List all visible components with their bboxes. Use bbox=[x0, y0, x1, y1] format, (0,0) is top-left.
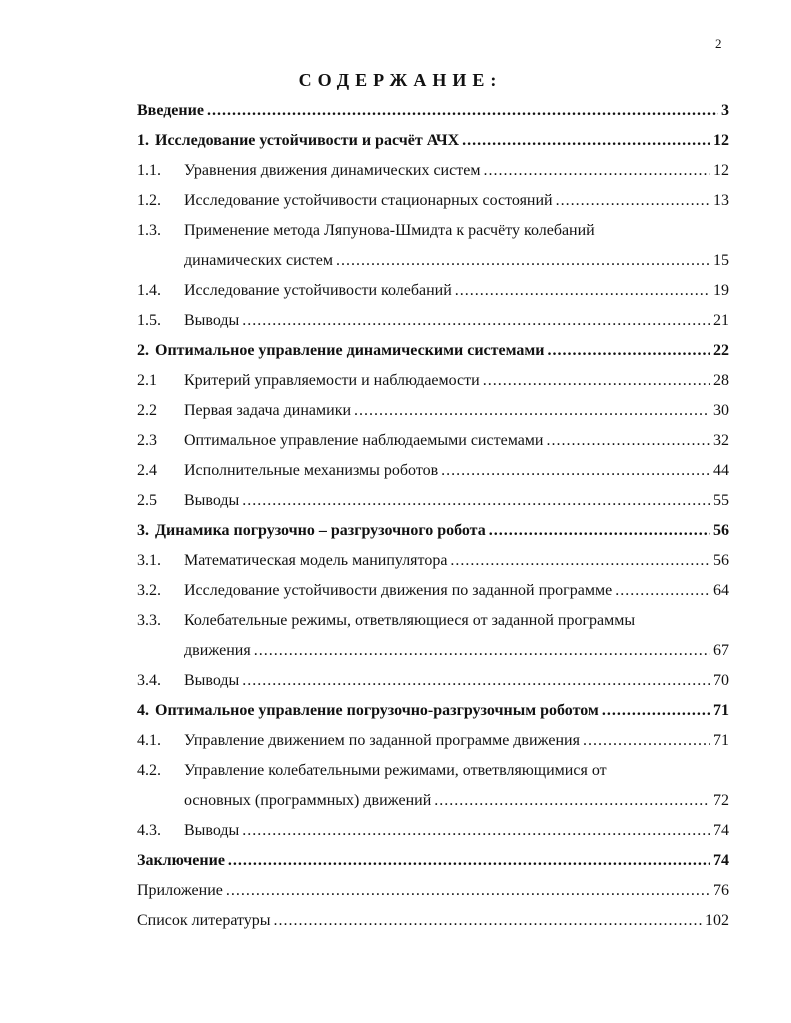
toc-entry-4-1[interactable] bbox=[137, 726, 729, 756]
toc-entry-1-3-line2[interactable] bbox=[137, 246, 729, 276]
toc-entry-1-1[interactable] bbox=[137, 156, 729, 186]
toc-label: Уравнения движения динамических систем bbox=[184, 162, 481, 179]
toc-entry-3-3-line1[interactable] bbox=[137, 606, 729, 636]
leader-dots bbox=[462, 126, 710, 156]
leader-dots bbox=[450, 546, 710, 576]
leader-dots bbox=[242, 816, 710, 846]
toc-entry-2-1[interactable] bbox=[137, 366, 729, 396]
leader-dots bbox=[242, 306, 710, 336]
toc-entry-2-2[interactable] bbox=[137, 396, 729, 426]
toc-label: Исследование устойчивости движения по заданной программе bbox=[184, 582, 613, 599]
leader-dots bbox=[242, 666, 710, 696]
toc-entry-4-3[interactable] bbox=[137, 816, 729, 846]
toc-label: Оптимальное управление динамическими системами bbox=[155, 342, 545, 359]
toc-number: 3.4. bbox=[137, 672, 161, 689]
toc-entry-1-3-line1[interactable] bbox=[137, 216, 729, 246]
toc-number: 1. bbox=[137, 132, 149, 149]
toc-label: Введение bbox=[137, 102, 204, 119]
toc-label: Заключение bbox=[137, 852, 225, 869]
toc-page: 55 bbox=[713, 492, 729, 509]
toc-entry-chapter-3[interactable] bbox=[137, 516, 729, 546]
leader-dots bbox=[274, 906, 702, 936]
leader-dots bbox=[556, 186, 710, 216]
toc-page: 19 bbox=[713, 282, 729, 299]
toc-label: Управление колебательными режимами, ответвляющимися от bbox=[184, 762, 607, 779]
toc-entry-1-5[interactable] bbox=[137, 306, 729, 336]
leader-dots bbox=[254, 636, 710, 666]
toc-label: Оптимальное управление погрузочно-разгрузочным роботом bbox=[155, 702, 599, 719]
toc-page: 71 bbox=[713, 702, 729, 719]
page-number: 2 bbox=[715, 36, 722, 51]
toc-label-continued: основных (программных) движений bbox=[184, 792, 432, 809]
leader-dots bbox=[434, 786, 710, 816]
toc-number: 2.2 bbox=[137, 402, 157, 419]
leader-dots bbox=[441, 456, 710, 486]
toc-entry-chapter-2[interactable] bbox=[137, 336, 729, 366]
toc-page: 15 bbox=[713, 252, 729, 269]
toc-number: 1.4. bbox=[137, 282, 161, 299]
leader-dots bbox=[207, 96, 718, 126]
toc-page: 3 bbox=[721, 102, 729, 119]
toc-label: Колебательные режимы, ответвляющиеся от заданной программы bbox=[184, 612, 636, 629]
leader-dots bbox=[583, 726, 710, 756]
leader-dots bbox=[455, 276, 710, 306]
leader-dots bbox=[548, 336, 710, 366]
toc-page: 72 bbox=[713, 792, 729, 809]
leader-dots bbox=[602, 696, 710, 726]
toc-page: 56 bbox=[713, 552, 729, 569]
toc-entry-1-2[interactable] bbox=[137, 186, 729, 216]
toc-title: СОДЕРЖАНИЕ: bbox=[298, 70, 503, 90]
toc-entry-3-4[interactable] bbox=[137, 666, 729, 696]
leader-dots bbox=[228, 846, 710, 876]
toc-label: Выводы bbox=[184, 672, 240, 689]
toc-entry-appendix[interactable] bbox=[137, 876, 729, 906]
leader-dots bbox=[615, 576, 710, 606]
toc-number: 2. bbox=[137, 342, 149, 359]
toc-label: Исследование устойчивости и расчёт АЧХ bbox=[155, 132, 460, 149]
toc-number: 1.3. bbox=[137, 222, 161, 239]
toc-number: 4.2. bbox=[137, 762, 161, 779]
toc-number: 3.1. bbox=[137, 552, 161, 569]
toc-page: 21 bbox=[713, 312, 729, 329]
toc-page: 76 bbox=[713, 882, 729, 899]
toc-entry-3-3-line2[interactable] bbox=[137, 636, 729, 666]
toc-entry-introduction[interactable] bbox=[137, 96, 729, 126]
leader-dots bbox=[483, 366, 710, 396]
toc-label-continued: динамических систем bbox=[184, 252, 334, 269]
toc-page: 56 bbox=[713, 522, 729, 539]
toc-page: 74 bbox=[713, 852, 729, 869]
table-of-contents bbox=[137, 96, 729, 936]
toc-page: 12 bbox=[713, 162, 729, 179]
toc-number: 2.4 bbox=[137, 462, 157, 479]
toc-entry-3-2[interactable] bbox=[137, 576, 729, 606]
toc-label: Первая задача динамики bbox=[184, 402, 352, 419]
toc-number: 1.2. bbox=[137, 192, 161, 209]
toc-entry-2-4[interactable] bbox=[137, 456, 729, 486]
toc-entry-conclusion[interactable] bbox=[137, 846, 729, 876]
leader-dots bbox=[547, 426, 711, 456]
toc-entry-2-3[interactable] bbox=[137, 426, 729, 456]
toc-entry-chapter-1[interactable] bbox=[137, 126, 729, 156]
toc-number: 3.2. bbox=[137, 582, 161, 599]
toc-number: 3. bbox=[137, 522, 149, 539]
toc-label: Математическая модель манипулятора bbox=[184, 552, 448, 569]
toc-label: Список литературы bbox=[137, 912, 271, 929]
leader-dots bbox=[336, 246, 710, 276]
toc-label: Динамика погрузочно – разгрузочного робота bbox=[155, 522, 486, 539]
toc-number: 4. bbox=[137, 702, 149, 719]
toc-page: 44 bbox=[713, 462, 729, 479]
toc-label: Приложение bbox=[137, 882, 223, 899]
toc-entry-3-1[interactable] bbox=[137, 546, 729, 576]
toc-entry-references[interactable] bbox=[137, 906, 729, 936]
toc-page: 12 bbox=[713, 132, 729, 149]
toc-number: 4.1. bbox=[137, 732, 161, 749]
toc-page: 30 bbox=[713, 402, 729, 419]
toc-entry-2-5[interactable] bbox=[137, 486, 729, 516]
toc-page: 71 bbox=[713, 732, 729, 749]
toc-label: Выводы bbox=[184, 492, 240, 509]
toc-label: Управление движением по заданной программе движения bbox=[184, 732, 580, 749]
toc-page: 22 bbox=[713, 342, 729, 359]
toc-page: 102 bbox=[705, 912, 729, 929]
toc-page: 28 bbox=[713, 372, 729, 389]
leader-dots bbox=[226, 876, 710, 906]
toc-label: Выводы bbox=[184, 822, 240, 839]
toc-entry-4-2-line2[interactable] bbox=[137, 786, 729, 816]
toc-label: Оптимальное управление наблюдаемыми системами bbox=[184, 432, 544, 449]
toc-number: 2.3 bbox=[137, 432, 157, 449]
toc-number: 1.5. bbox=[137, 312, 161, 329]
toc-number: 1.1. bbox=[137, 162, 161, 179]
toc-page: 13 bbox=[713, 192, 729, 209]
toc-label: Исследование устойчивости стационарных состояний bbox=[184, 192, 553, 209]
leader-dots bbox=[489, 516, 710, 546]
toc-page: 70 bbox=[713, 672, 729, 689]
leader-dots bbox=[483, 156, 710, 186]
toc-label: Исполнительные механизмы роботов bbox=[184, 462, 439, 479]
toc-page: 67 bbox=[713, 642, 729, 659]
toc-page: 64 bbox=[713, 582, 729, 599]
toc-page: 74 bbox=[713, 822, 729, 839]
toc-label-continued: движения bbox=[184, 642, 251, 659]
toc-entry-chapter-4[interactable] bbox=[137, 696, 729, 726]
leader-dots bbox=[242, 486, 710, 516]
toc-label: Исследование устойчивости колебаний bbox=[184, 282, 452, 299]
toc-entry-1-4[interactable] bbox=[137, 276, 729, 306]
toc-label: Критерий управляемости и наблюдаемости bbox=[184, 372, 480, 389]
toc-label: Применение метода Ляпунова-Шмидта к расчёту колебаний bbox=[184, 222, 595, 239]
toc-entry-4-2-line1[interactable] bbox=[137, 756, 729, 786]
toc-number: 2.1 bbox=[137, 372, 157, 389]
leader-dots bbox=[354, 396, 710, 426]
toc-label: Выводы bbox=[184, 312, 240, 329]
toc-number: 2.5 bbox=[137, 492, 157, 509]
toc-number: 3.3. bbox=[137, 612, 161, 629]
toc-number: 4.3. bbox=[137, 822, 161, 839]
toc-page: 32 bbox=[713, 432, 729, 449]
